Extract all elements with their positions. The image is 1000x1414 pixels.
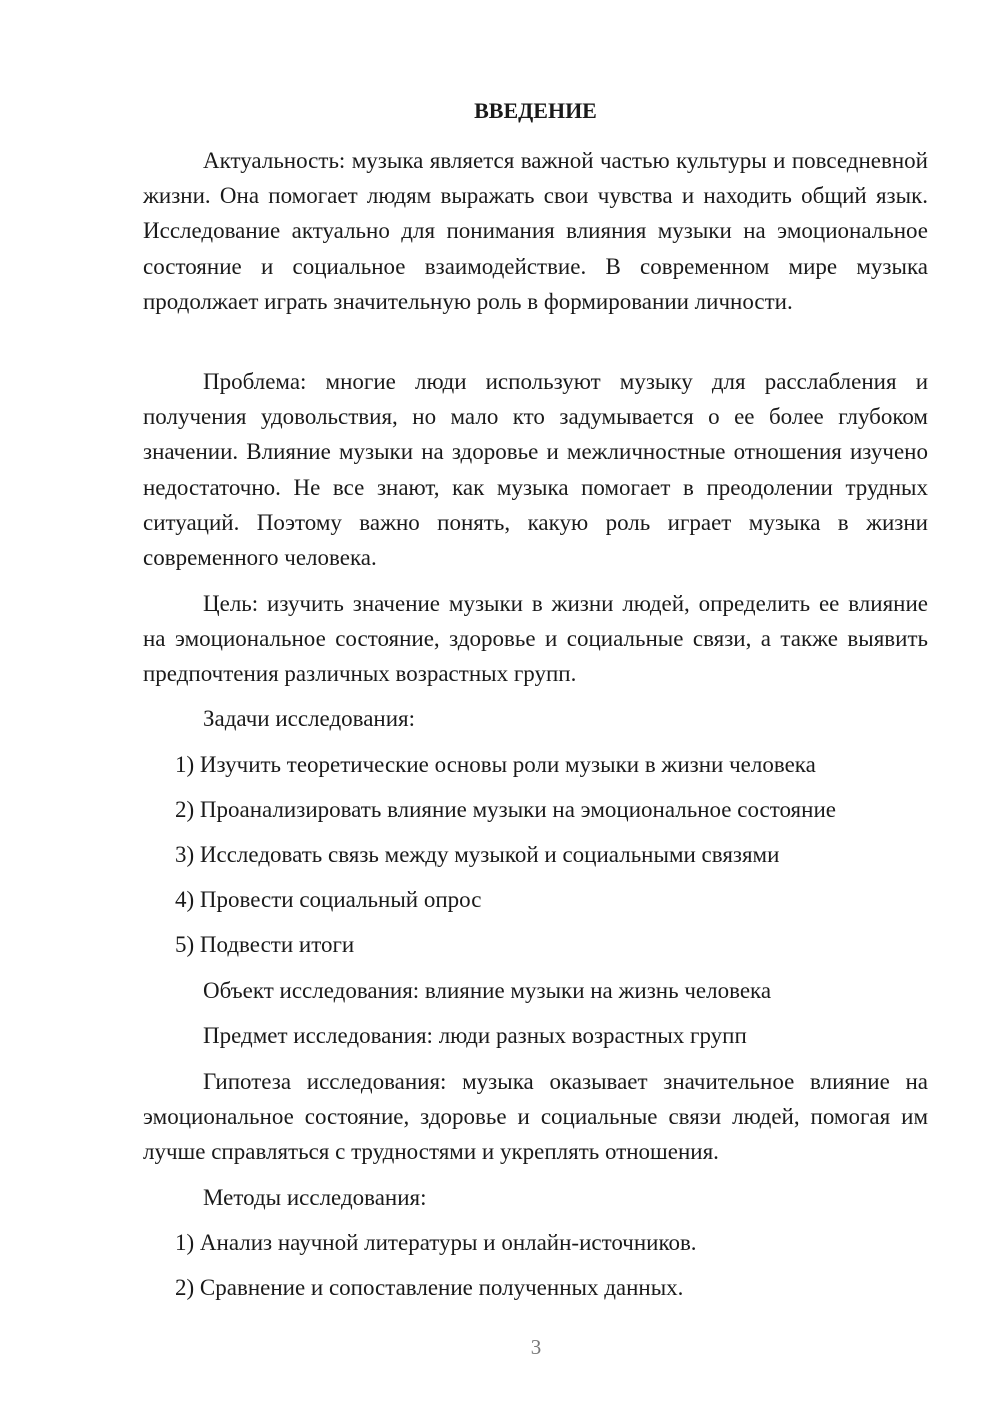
research-object: Объект исследования: влияние музыки на жизнь человека [203, 978, 772, 1003]
goal-paragraph: Цель: изучить значение музыки в жизни людей, определить ее влияние на эмоциональное состояние, здоровье и социальные связи, а также выявить предпочтения различных возрастных групп. [143, 591, 928, 687]
task-item: 3) Исследовать связь между музыкой и социальными связями [175, 842, 780, 867]
page-title: ВВЕДЕНИЕ [474, 98, 597, 123]
task-item: 1) Изучить теоретические основы роли музыки в жизни человека [175, 752, 816, 777]
method-item: 2) Сравнение и сопоставление полученных данных. [175, 1275, 684, 1300]
page-number: 3 [530, 1335, 542, 1359]
method-item: 1) Анализ научной литературы и онлайн-источников. [175, 1230, 697, 1255]
hypothesis-paragraph: Гипотеза исследования: музыка оказывает значительное влияние на эмоциональное состояние, здоровье и социальные связи людей, помогая им лучше справляться с трудностями и укреплять отношения. [143, 1069, 928, 1165]
task-item: 5) Подвести итоги [175, 932, 355, 957]
methods-heading: Методы исследования: [203, 1185, 427, 1210]
research-subject: Предмет исследования: люди разных возрастных групп [203, 1023, 747, 1048]
task-item: 4) Провести социальный опрос [175, 887, 482, 912]
tasks-heading: Задачи исследования: [203, 706, 416, 731]
problem-paragraph: Проблема: многие люди используют музыку для расслабления и получения удовольствия, но мало кто задумывается о ее более глубоком значении. Влияние музыки на здоровье и межличностные отношения изучено недостаточно. Не все знают, как музыка помогает в преодолении трудных ситуаций. Поэтому важно понять, какую роль играет музыка в жизни современного человека. [143, 369, 928, 571]
task-item: 2) Проанализировать влияние музыки на эмоциональное состояние [175, 797, 836, 822]
relevance-paragraph: Актуальность: музыка является важной частью культуры и повседневной жизни. Она помогает людям выражать свои чувства и находить общий язык. Исследование актуально для понимания влияния музыки на эмоциональное состояние и социальное взаимодействие. В современном мире музыка продолжает играть значительную роль в формировании личности. [143, 148, 928, 314]
